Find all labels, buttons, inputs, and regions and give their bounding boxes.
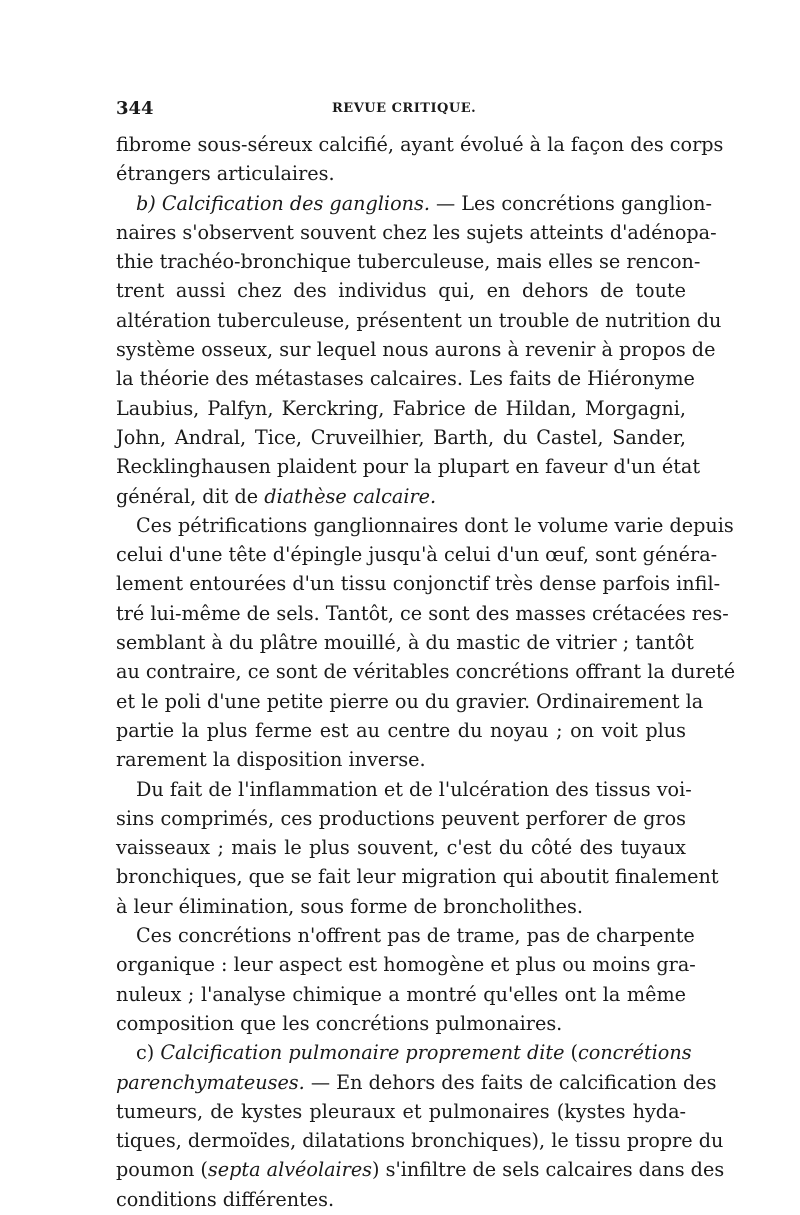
- text-line: [116, 1185, 686, 1214]
- text-line: [116, 306, 722, 335]
- italic-run: parenchymateuses.: [116, 1070, 305, 1094]
- text-line: [116, 599, 729, 628]
- text-run: bronchiques, que se fait leur migration qui aboutit finalement: [116, 865, 719, 889]
- text-run: tré lui-même de sels. Tantôt, ce sont des masses crétacées res-: [116, 601, 729, 625]
- running-title: REVUE CRITIQUE.: [332, 101, 477, 116]
- text-line: [116, 1068, 717, 1097]
- text-run: Laubius, Palfyn, Kerckring, Fabrice de Hildan, Morgagni,: [116, 396, 686, 420]
- text-line: [116, 540, 718, 569]
- text-run: rarement la disposition inverse.: [116, 748, 426, 772]
- text-run: Recklinghausen plaident pour la plupart en faveur d'un état: [116, 455, 701, 479]
- text-line: [116, 980, 686, 1009]
- italic-run: concrétions: [578, 1041, 692, 1065]
- text-line: [116, 1097, 686, 1126]
- text-line: [116, 833, 686, 862]
- text-line: [116, 716, 686, 745]
- text-run: et le poli d'une petite pierre ou du gravier. Ordinairement la: [116, 689, 704, 713]
- text-line: [116, 745, 686, 774]
- text-run: — En dehors des faits de calcification des: [304, 1070, 717, 1094]
- text-run: fibrome sous-séreux calcifié, ayant évolué à la façon des corps: [116, 133, 724, 156]
- text-run: la théorie des métastases calcaires. Les faits de Hiéronyme: [116, 367, 695, 391]
- text-line: [116, 569, 721, 598]
- text-run: John, Andral, Tice, Cruveilhier, Barth, du Castel, Sander,: [116, 425, 686, 449]
- text-line: [116, 687, 704, 716]
- text-line: [116, 950, 696, 979]
- text-run: à leur élimination, sous forme de broncholithes.: [116, 894, 583, 918]
- text-line: [116, 775, 692, 804]
- text-line: [116, 1038, 692, 1067]
- text-run: sins comprimés, ces productions peuvent perforer de gros: [116, 806, 686, 830]
- text-line: [116, 862, 719, 891]
- italic-run: septa alvéolaires: [207, 1158, 373, 1182]
- text-run: thie trachéo-bronchique tuberculeuse, mais elles se rencon-: [116, 250, 701, 274]
- text-line: [116, 804, 686, 833]
- text-line: [116, 218, 717, 247]
- italic-run: diathèse calcaire.: [264, 484, 437, 508]
- italic-run: Calcification pulmonaire proprement dite: [160, 1041, 565, 1065]
- text-line: [116, 892, 686, 921]
- text-line: [116, 130, 724, 159]
- text-run: celui d'une tête d'épingle jusqu'à celui d'un œuf, sont généra-: [116, 543, 718, 567]
- text-run: conditions différentes.: [116, 1187, 335, 1211]
- text-run: nuleux ; l'analyse chimique a montré qu'elles ont la même: [116, 982, 686, 1006]
- text-line: [116, 657, 736, 686]
- text-run: lement entourées d'un tissu conjonctif très dense parfois infil-: [116, 572, 721, 596]
- text-run: Du fait de l'inflammation et de l'ulcération des tissus voi-: [136, 777, 692, 801]
- text-line: [116, 335, 716, 364]
- text-line: [116, 276, 686, 305]
- text-run: système osseux, sur lequel nous aurons à revenir à propos de: [116, 338, 716, 362]
- text-run: poumon (: [116, 1158, 208, 1182]
- text-run: Ces concrétions n'offrent pas de trame, pas de charpente: [136, 924, 695, 948]
- text-run: partie la plus ferme est au centre du noyau ; on voit plus: [116, 718, 686, 742]
- text-line: [116, 423, 686, 452]
- text-run: — Les concrétions ganglion-: [429, 191, 713, 215]
- text-line: [116, 1009, 686, 1038]
- text-line: [116, 511, 734, 540]
- text-run: (: [564, 1041, 579, 1065]
- text-run: au contraire, ce sont de véritables concrétions offrant la dureté: [116, 660, 736, 684]
- text-line: [116, 452, 701, 481]
- text-run: semblant à du plâtre mouillé, à du mastic de vitrier ; tantôt: [116, 631, 694, 655]
- text-line: [116, 628, 694, 657]
- text-line: [116, 159, 686, 188]
- body-text: [116, 130, 736, 1214]
- text-run: trent aussi chez des individus qui, en dehors de toute: [116, 279, 686, 303]
- text-run: organique : leur aspect est homogène et plus ou moins gra-: [116, 953, 696, 977]
- text-run: composition que les concrétions pulmonaires.: [116, 1011, 563, 1035]
- text-run: c): [136, 1041, 161, 1065]
- text-run: Ces pétrifications ganglionnaires dont le volume varie depuis: [136, 513, 734, 537]
- text-run: général, dit de: [116, 484, 265, 508]
- text-run: ) s'infiltre de sels calcaires dans des: [372, 1158, 725, 1182]
- text-run: tiques, dermoïdes, dilatations bronchiques), le tissu propre du: [116, 1129, 724, 1153]
- text-run: naires s'observent souvent chez les sujets atteints d'adénopa-: [116, 220, 717, 244]
- text-line: [116, 482, 686, 511]
- text-line: [116, 189, 713, 218]
- page-header: [116, 98, 686, 120]
- text-run: étrangers articulaires.: [116, 162, 335, 186]
- text-line: [116, 1126, 724, 1155]
- text-run: altération tuberculeuse, présentent un trouble de nutrition du: [116, 308, 722, 332]
- page-number: 344: [116, 98, 154, 119]
- italic-run: b) Calcification des ganglions.: [136, 191, 430, 215]
- text-run: tumeurs, de kystes pleuraux et pulmonaires (kystes hyda-: [116, 1099, 686, 1123]
- text-line: [116, 1155, 725, 1184]
- text-run: vaisseaux ; mais le plus souvent, c'est du côté des tuyaux: [116, 836, 686, 860]
- text-line: [116, 247, 701, 276]
- text-line: [116, 364, 695, 393]
- text-line: [116, 921, 695, 950]
- text-line: [116, 394, 686, 423]
